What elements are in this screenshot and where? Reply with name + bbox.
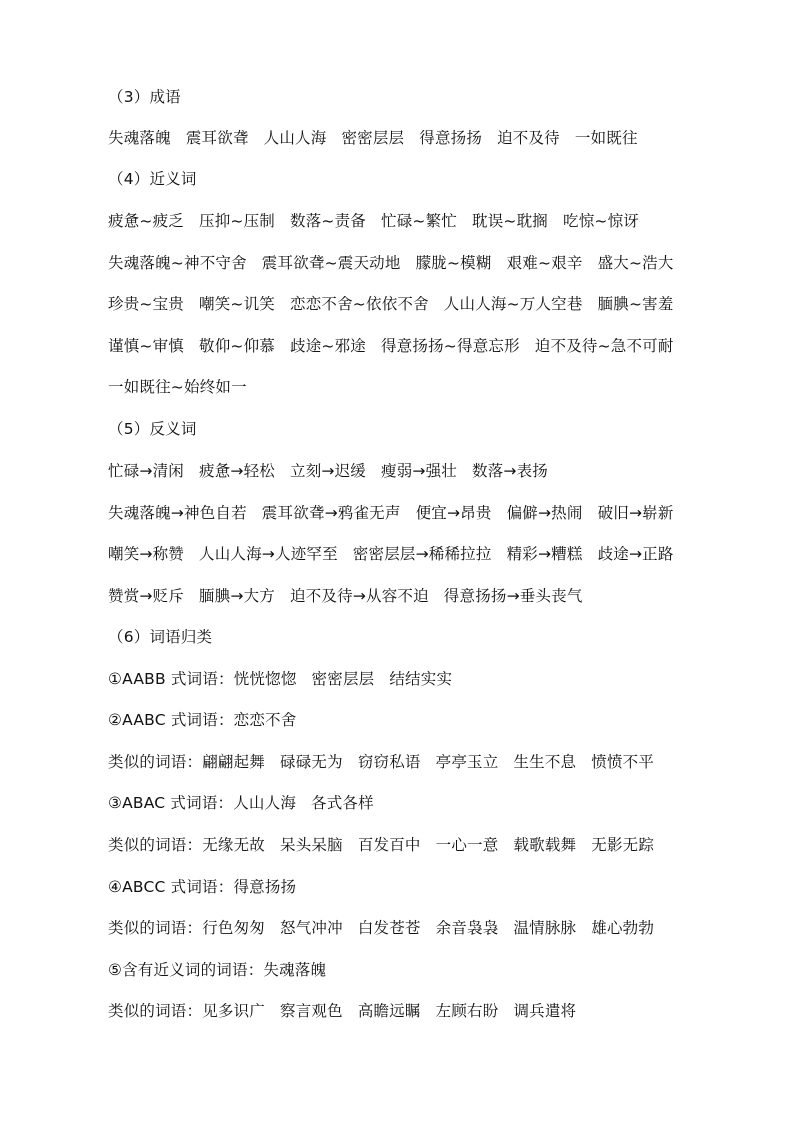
classification-line xyxy=(108,957,734,983)
word: 窃窃私语 xyxy=(357,753,421,771)
word: 人山人海 xyxy=(233,794,297,812)
word-pair: 失魂落魄→神色自若 xyxy=(108,504,247,522)
word-pair: 便宜→昂贵 xyxy=(415,504,492,522)
synonym-row xyxy=(108,374,734,400)
word: 白发苍苍 xyxy=(357,919,421,937)
word: 愤愤不平 xyxy=(591,753,655,771)
word-pair: 疲惫~疲乏 xyxy=(108,212,184,230)
word: 迫不及待 xyxy=(497,129,560,147)
word: 碌碌无为 xyxy=(280,753,343,771)
word-pair: 破旧→崭新 xyxy=(597,504,674,522)
classification-line xyxy=(108,707,734,733)
word: 生生不息 xyxy=(513,753,577,771)
word-pair: 人山人海→人迹罕至 xyxy=(199,545,338,563)
word-pair: 瘦弱→强壮 xyxy=(381,462,457,480)
word-pair: 耽误~耽搁 xyxy=(472,212,548,230)
word: 失魂落魄 xyxy=(108,129,171,147)
idioms-row xyxy=(108,125,734,151)
word-pair: 艰难~艰辛 xyxy=(506,254,583,272)
word-pair: 吃惊~惊讶 xyxy=(563,212,639,230)
classification-line xyxy=(108,790,734,816)
word-pair: 震耳欲聋~震天动地 xyxy=(261,254,401,272)
word-pair: 迫不及待~急不可耐 xyxy=(534,337,674,355)
word: 震耳欲聋 xyxy=(185,129,249,147)
word: 一心一意 xyxy=(435,836,499,854)
word-pair: 疲惫→轻松 xyxy=(199,462,275,480)
word: 翩翩起舞 xyxy=(202,753,266,771)
word-pair: 数落→表扬 xyxy=(472,462,548,480)
word-pair: 得意扬扬→垂头丧气 xyxy=(443,587,583,605)
word-pair: 震耳欲聋→鸦雀无声 xyxy=(261,504,401,522)
classification-line xyxy=(108,832,734,858)
word-pair: 恋恋不舍~依依不舍 xyxy=(290,295,429,313)
word-pair: 歧途~邪途 xyxy=(290,337,366,355)
word-pair: 珍贵~宝贵 xyxy=(108,295,184,313)
classification-line xyxy=(108,874,734,900)
section-heading-synonyms: （4）近义词 xyxy=(108,170,197,188)
word: 失魂落魄 xyxy=(263,961,327,979)
classification-line xyxy=(108,749,734,775)
word: 温情脉脉 xyxy=(513,919,577,937)
antonym-row xyxy=(108,583,734,609)
word: 恋恋不舍 xyxy=(233,711,297,729)
word-pair: 腼腆→大方 xyxy=(199,587,275,605)
word: 结结实实 xyxy=(389,670,453,688)
word: 雄心勃勃 xyxy=(591,919,655,937)
word: 见多识广 xyxy=(202,1002,266,1020)
word: 左顾右盼 xyxy=(435,1002,499,1020)
word-pair: 一如既往~始终如一 xyxy=(108,378,247,396)
word-pair: 敬仰~仰慕 xyxy=(199,337,275,355)
classification-label: 类似的词语： xyxy=(108,836,203,854)
word: 调兵遣将 xyxy=(513,1002,577,1020)
word: 得意扬扬 xyxy=(233,878,297,896)
word: 载歌载舞 xyxy=(513,836,577,854)
word-pair: 迫不及待→从容不迫 xyxy=(290,587,429,605)
word-pair: 歧途→正路 xyxy=(597,545,674,563)
word-pair: 谨慎~审慎 xyxy=(108,337,184,355)
classification-label: 类似的词语： xyxy=(108,1002,203,1020)
classification-line xyxy=(108,998,734,1024)
word: 怒气冲冲 xyxy=(280,919,343,937)
word-pair: 盛大~浩大 xyxy=(597,254,674,272)
word: 一如既往 xyxy=(574,129,638,147)
section-heading-classification: （6）词语归类 xyxy=(108,628,213,646)
word-pair: 朦胧~模糊 xyxy=(415,254,492,272)
word-pair: 偏僻→热闹 xyxy=(506,504,583,522)
word: 密密层层 xyxy=(341,129,405,147)
word: 各式各样 xyxy=(311,794,374,812)
word: 亭亭玉立 xyxy=(435,753,499,771)
word-pair: 忙碌→清闲 xyxy=(108,462,184,480)
word-pair: 人山人海~万人空巷 xyxy=(443,295,583,313)
word-pair: 得意扬扬~得意忘形 xyxy=(381,337,520,355)
word-pair: 腼腆~害羞 xyxy=(597,295,674,313)
classification-label: ③ABAC 式词语： xyxy=(108,794,234,812)
section-heading-idioms: （3）成语 xyxy=(108,88,181,106)
word: 察言观色 xyxy=(280,1002,343,1020)
word-pair: 压抑~压制 xyxy=(199,212,275,230)
classification-label: ②AABC 式词语： xyxy=(108,711,234,729)
classification-label: ⑤含有近义词的词语： xyxy=(108,961,264,979)
synonym-row xyxy=(108,250,734,276)
word-pair: 嘲笑~讥笑 xyxy=(199,295,275,313)
word-pair: 密密层层→稀稀拉拉 xyxy=(352,545,492,563)
word-pair: 失魂落魄~神不守舍 xyxy=(108,254,247,272)
word: 高瞻远瞩 xyxy=(357,1002,421,1020)
word: 人山人海 xyxy=(263,129,327,147)
classification-line xyxy=(108,915,734,941)
word: 呆头呆脑 xyxy=(280,836,343,854)
classification-label: 类似的词语： xyxy=(108,753,203,771)
word: 无影无踪 xyxy=(591,836,655,854)
word-pair: 忙碌~繁忙 xyxy=(381,212,457,230)
word: 恍恍惚惚 xyxy=(233,670,297,688)
word: 百发百中 xyxy=(357,836,421,854)
word: 密密层层 xyxy=(311,670,375,688)
word-pair: 立刻→迟缓 xyxy=(290,462,366,480)
word-pair: 精彩→糟糕 xyxy=(506,545,583,563)
word-pair: 嘲笑→称赞 xyxy=(108,545,184,563)
word: 无缘无故 xyxy=(202,836,266,854)
classification-line xyxy=(108,666,734,692)
antonym-row xyxy=(108,541,734,567)
antonym-row xyxy=(108,500,734,526)
classification-label: ①AABB 式词语： xyxy=(108,670,234,688)
classification-label: 类似的词语： xyxy=(108,919,203,937)
synonym-row xyxy=(108,333,734,359)
synonym-row xyxy=(108,208,734,234)
word: 行色匆匆 xyxy=(202,919,266,937)
section-heading-antonyms: （5）反义词 xyxy=(108,420,197,438)
word: 余音袅袅 xyxy=(435,919,499,937)
word-pair: 赞赏→贬斥 xyxy=(108,587,184,605)
word-pair: 数落~责备 xyxy=(290,212,366,230)
word: 得意扬扬 xyxy=(419,129,483,147)
synonym-row xyxy=(108,291,734,317)
antonym-row xyxy=(108,458,734,484)
classification-label: ④ABCC 式词语： xyxy=(108,878,234,896)
